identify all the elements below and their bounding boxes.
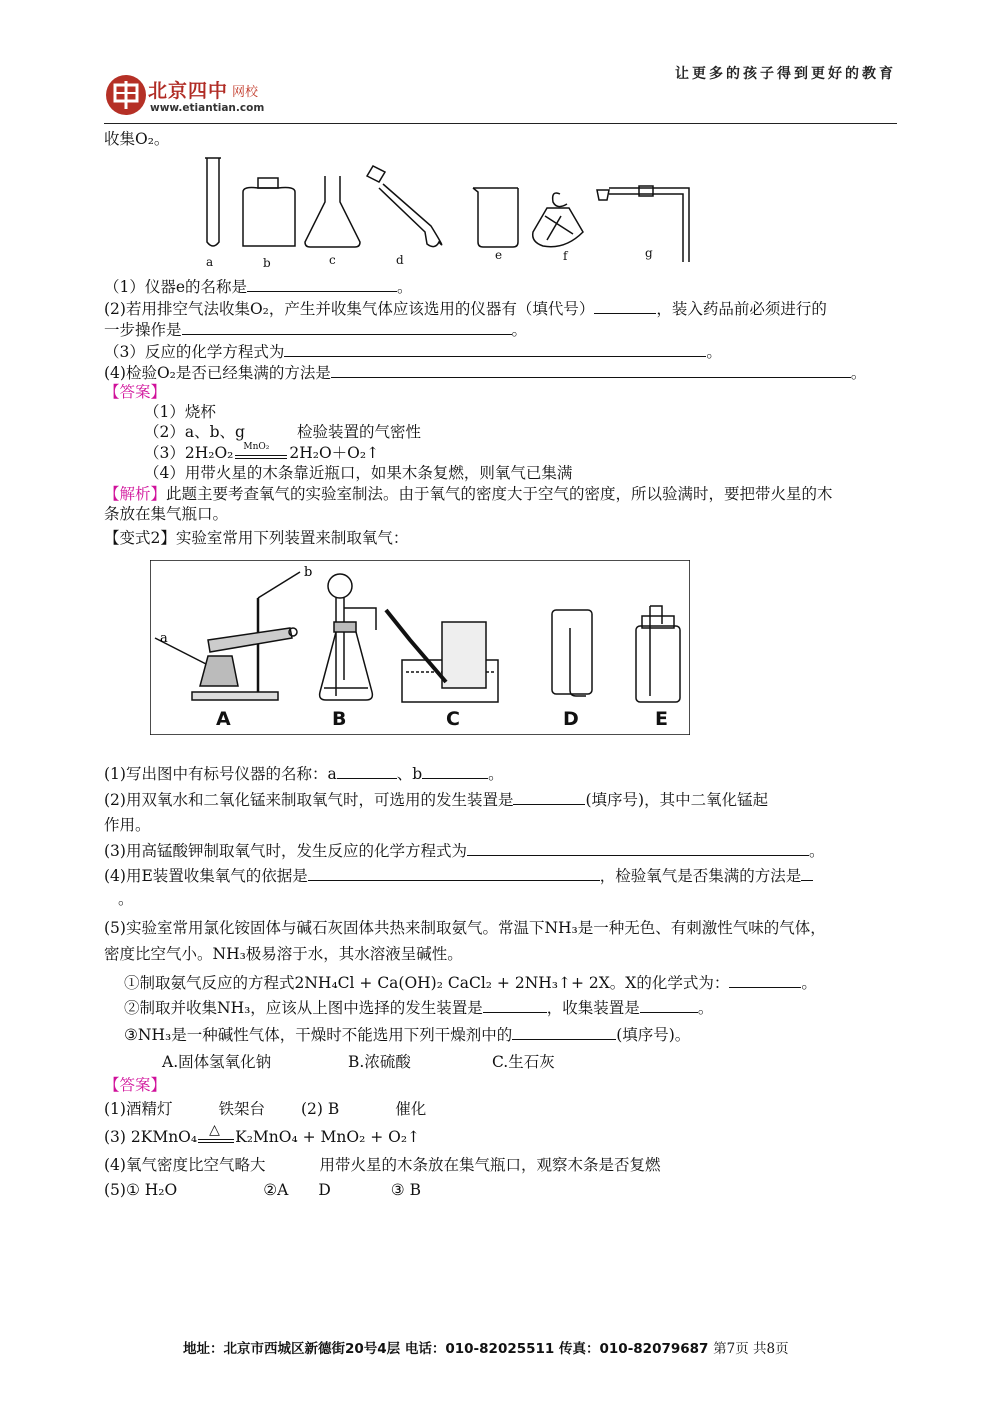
fig1-label-d: d bbox=[396, 253, 404, 267]
fig2-label-C: C bbox=[446, 708, 460, 730]
fig1-label-b: b bbox=[263, 256, 271, 270]
q1-blank-3[interactable] bbox=[182, 320, 512, 335]
q2-line5a: (5)实验室常用氯化铵固体与碱石灰固体共热来制取氨气。常温下NH₃是一种无色、有刺激性气味的气体， bbox=[104, 919, 826, 937]
q1-blank-1[interactable] bbox=[247, 277, 397, 292]
logo-url: www.etiantian.com bbox=[150, 102, 265, 114]
q2-line4: (4)用E装置收集氧气的依据是 ，检验氧气是否集满的方法是 bbox=[104, 864, 813, 886]
fig1-label-c: c bbox=[329, 253, 336, 267]
q2-line5b: 密度比空气小。NH₃极易溶于水，其水溶液呈碱性。 bbox=[104, 945, 463, 963]
q2-blank-s2a[interactable] bbox=[483, 998, 547, 1013]
reaction-condition: MnO₂ bbox=[233, 447, 289, 461]
footer-address: 地址：北京市西城区新德街20号4层 电话：010-82025511 传真：010-82079687 bbox=[183, 1341, 709, 1357]
ans2-line1: (1)酒精灯 铁架台 (2) B 催化 bbox=[104, 1100, 427, 1118]
q2-line2c: 作用。 bbox=[104, 816, 151, 834]
q2-line4c: 。 bbox=[118, 890, 134, 908]
analysis-line1: 【解析】此题主要考查氧气的实验室制法。由于氧气的密度大于空气的密度，所以验满时，要把带火星的木 bbox=[104, 485, 833, 503]
footer-page-number: 第7页 共8页 bbox=[713, 1341, 789, 1357]
header-divider bbox=[104, 123, 897, 124]
fig2-label-B: B bbox=[332, 708, 347, 730]
fig1-label-g: g bbox=[645, 246, 653, 260]
q1-line3: （3）反应的化学方程式为 。 bbox=[104, 343, 722, 361]
q2-sub2: ②制取并收集NH₃，应该从上图中选择的发生装置是 ，收集装置是 。 bbox=[124, 999, 714, 1017]
q2-blank-s3[interactable] bbox=[512, 1025, 616, 1040]
fig2-mark-a: a bbox=[160, 631, 168, 646]
q2-blank-a[interactable] bbox=[337, 764, 397, 779]
fig2-mark-b: b bbox=[304, 565, 313, 580]
fig2-label-E: E bbox=[655, 708, 668, 730]
figure-apparatus-A-E bbox=[150, 560, 690, 735]
ans2-line3: (4)氧气密度比空气略大 用带火星的木条放在集气瓶口，观察木条是否复燃 bbox=[104, 1156, 661, 1174]
q1-blank-5[interactable] bbox=[331, 363, 851, 378]
fig2-label-A: A bbox=[216, 708, 231, 730]
q1-line2: (2)若用排空气法收集O₂，产生并收集气体应该选用的仪器有（填代号） ，装入药品前必须进行的 bbox=[104, 300, 827, 318]
q2-option-a: A.固体氢氧化钠 bbox=[162, 1053, 272, 1071]
ans2-line2: (3) 2KMnO₄ △ K₂MnO₄ + MnO₂ + O₂↑ bbox=[104, 1122, 421, 1146]
fig1-label-f: f bbox=[563, 249, 568, 263]
q2-sub3: ③NH₃是一种碱性气体，干燥时不能选用下列干燥剂中的 (填序号)。 bbox=[124, 1026, 691, 1044]
logo-emblem-icon bbox=[104, 73, 148, 117]
q2-line2: (2)用双氧水和二氧化锰来制取氧气时，可选用的发生装置是 (填序号)，其中二氧化锰起 bbox=[104, 791, 769, 809]
q2-blank-s1[interactable] bbox=[729, 973, 801, 988]
q2-line3: (3)用高锰酸钾制取氧气时，发生反应的化学方程式为 。 bbox=[104, 842, 825, 860]
q2-blank-4b[interactable] bbox=[801, 866, 813, 881]
q2-sub1: ①制取氨气反应的方程式2NH₄Cl + Ca(OH)₂ CaCl₂ + 2NH₃↑+ 2X。X的化学式为： 。 bbox=[124, 974, 817, 992]
q1-line2c: 一步操作是 。 bbox=[104, 321, 528, 339]
q2-blank-3[interactable] bbox=[467, 841, 809, 856]
q1-line1: （1）仪器e的名称是 。 bbox=[104, 278, 413, 296]
ans1-line3: （3）2H₂O₂ MnO₂ 2H₂O＋O₂↑ bbox=[144, 442, 380, 462]
q2-option-c: C.生石灰 bbox=[492, 1053, 555, 1071]
q2-blank-4a[interactable] bbox=[308, 866, 600, 881]
q1-line4: (4)检验O₂是否已经集满的方法是 。 bbox=[104, 364, 867, 382]
q2-blank-s2b[interactable] bbox=[640, 998, 698, 1013]
ans2-line4: (5)① H₂O ②A D ③ B bbox=[104, 1181, 421, 1199]
footer bbox=[183, 1337, 789, 1357]
logo-web: 网校 bbox=[232, 85, 259, 100]
q2-blank-b[interactable] bbox=[422, 764, 488, 779]
q2-blank-2[interactable] bbox=[513, 790, 585, 805]
ans1-line2: （2）a、b、g 检验装置的气密性 bbox=[144, 423, 421, 441]
reaction-condition-heat: △ bbox=[197, 1131, 235, 1145]
fig2-label-D: D bbox=[563, 708, 579, 730]
fig1-label-e: e bbox=[495, 248, 503, 262]
fig1-label-a: a bbox=[206, 255, 214, 269]
analysis-line2: 条放在集气瓶口。 bbox=[104, 505, 229, 523]
ans1-line1: （1）烧杯 bbox=[144, 403, 216, 421]
q1-blank-4[interactable] bbox=[284, 342, 706, 357]
answer-tag-2: 【答案】 bbox=[104, 1076, 167, 1094]
intro-text: 收集O₂。 bbox=[104, 130, 170, 148]
q1-blank-2[interactable] bbox=[594, 299, 656, 314]
figure-apparatus-a-g bbox=[195, 150, 705, 268]
q2-option-b: B.浓硫酸 bbox=[348, 1053, 411, 1071]
q2-line1: (1)写出图中有标号仪器的名称：a 、b 。 bbox=[104, 765, 504, 783]
answer-tag-1: 【答案】 bbox=[104, 383, 167, 401]
ans1-line4: （4）用带火星的木条靠近瓶口，如果木条复燃，则氧气已集满 bbox=[144, 464, 573, 482]
variant-title: 【变式2】实验室常用下列装置来制取氧气： bbox=[104, 529, 409, 547]
header-slogan: 让更多的孩子得到更好的教育 bbox=[675, 66, 896, 82]
logo-name: 北京四中 bbox=[148, 80, 229, 102]
